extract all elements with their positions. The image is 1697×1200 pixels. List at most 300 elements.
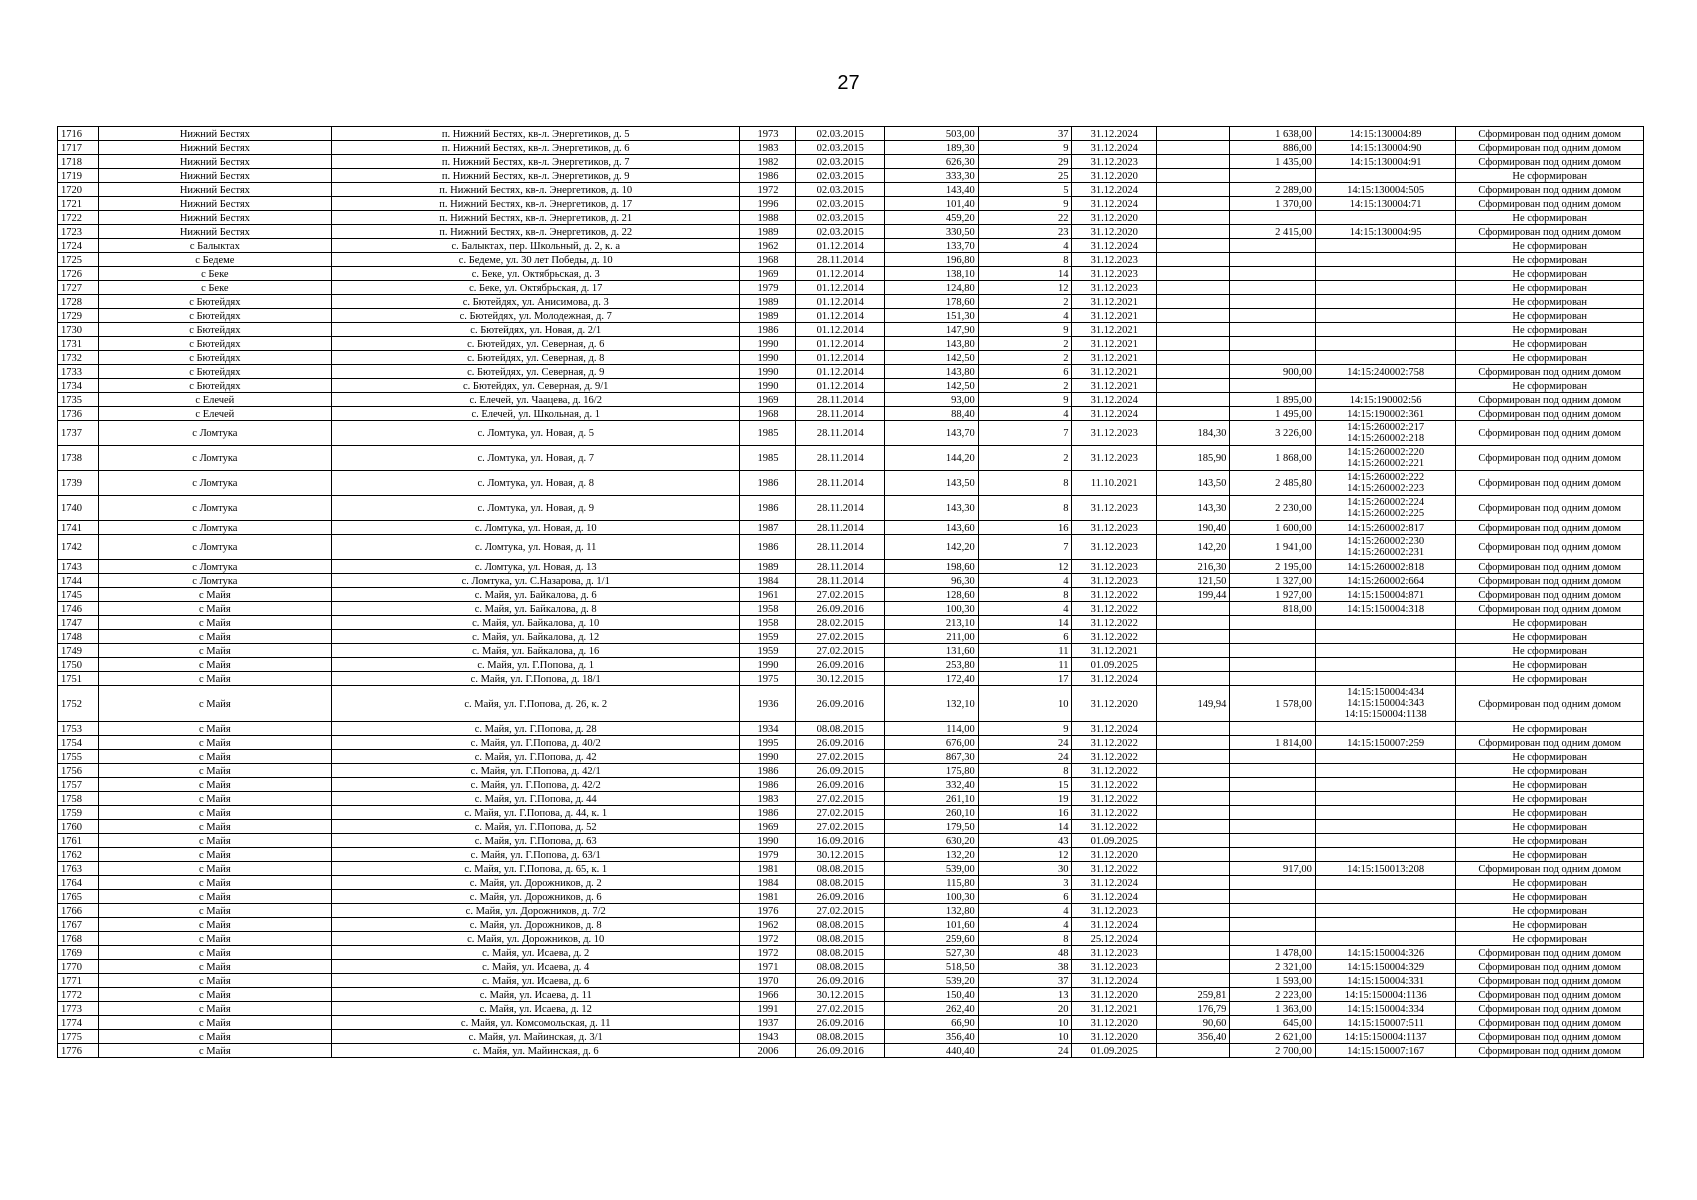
row-number-cell: 1747 <box>58 616 99 630</box>
row-number-cell: 1746 <box>58 602 99 616</box>
row-number-cell: 1750 <box>58 658 99 672</box>
deadline-date-cell: 31.12.2024 <box>1072 141 1157 155</box>
volume-value-cell <box>1157 155 1230 169</box>
inspection-date-cell: 28.11.2014 <box>796 560 885 574</box>
land-area-cell: 3 226,00 <box>1230 421 1316 446</box>
table-row <box>58 1030 1644 1044</box>
locality-cell: Нижний Бестях <box>98 197 331 211</box>
count-value-cell: 17 <box>978 672 1072 686</box>
land-status-cell: Не сформирован <box>1456 309 1644 323</box>
address-cell: с. Майя, ул. Дорожников, д. 6 <box>331 890 739 904</box>
locality-cell: с Майя <box>98 820 331 834</box>
inspection-date-cell: 27.02.2015 <box>796 588 885 602</box>
land-area-cell <box>1230 351 1316 365</box>
count-value-cell: 11 <box>978 644 1072 658</box>
inspection-date-cell: 28.11.2014 <box>796 253 885 267</box>
land-status-cell: Не сформирован <box>1456 616 1644 630</box>
volume-value-cell: 216,30 <box>1157 560 1230 574</box>
row-number-cell: 1735 <box>58 393 99 407</box>
land-area-cell: 1 814,00 <box>1230 736 1316 750</box>
row-number-cell: 1775 <box>58 1030 99 1044</box>
locality-cell: с Майя <box>98 1030 331 1044</box>
land-status-cell: Не сформирован <box>1456 792 1644 806</box>
locality-cell: с Беке <box>98 267 331 281</box>
count-value-cell: 37 <box>978 974 1072 988</box>
table-row <box>58 686 1644 722</box>
address-cell: с. Бютейдях, ул. Молодежная, д. 7 <box>331 309 739 323</box>
cadastral-numbers-cell <box>1315 602 1456 616</box>
land-status-cell: Сформирован под одним домом <box>1456 862 1644 876</box>
volume-value-cell <box>1157 127 1230 141</box>
inspection-date-cell: 08.08.2015 <box>796 960 885 974</box>
table-body <box>58 127 1644 1058</box>
address-cell: с. Майя, ул. Исаева, д. 6 <box>331 974 739 988</box>
inspection-date-cell: 02.03.2015 <box>796 183 885 197</box>
land-area-cell: 1 435,00 <box>1230 155 1316 169</box>
build-year-cell: 2006 <box>740 1044 796 1058</box>
inspection-date-cell: 26.09.2016 <box>796 1016 885 1030</box>
deadline-date-cell: 31.12.2023 <box>1072 496 1157 521</box>
count-value-cell: 11 <box>978 658 1072 672</box>
locality-cell: с Майя <box>98 1002 331 1016</box>
address-cell: п. Нижний Бестях, кв-л. Энергетиков, д. 5 <box>331 127 739 141</box>
cadastral-number: 14:15:260002:222 <box>1347 472 1425 483</box>
volume-value-cell: 143,50 <box>1157 471 1230 496</box>
inspection-date-cell: 26.09.2015 <box>796 764 885 778</box>
cadastral-numbers-cell <box>1315 309 1456 323</box>
deadline-date-cell: 25.12.2024 <box>1072 932 1157 946</box>
land-status-cell: Не сформирован <box>1456 211 1644 225</box>
build-year-cell: 1990 <box>740 365 796 379</box>
deadline-date-cell: 31.12.2023 <box>1072 904 1157 918</box>
housing-registry-table <box>57 126 1644 1058</box>
land-status-cell: Не сформирован <box>1456 644 1644 658</box>
cadastral-numbers-cell <box>1315 239 1456 253</box>
land-status-cell: Сформирован под одним домом <box>1456 421 1644 446</box>
table-row <box>58 644 1644 658</box>
land-area-cell: 1 478,00 <box>1230 946 1316 960</box>
land-area-cell: 1 895,00 <box>1230 393 1316 407</box>
locality-cell: с Бютейдях <box>98 337 331 351</box>
build-year-cell: 1986 <box>740 323 796 337</box>
land-status-cell: Не сформирован <box>1456 820 1644 834</box>
build-year-cell: 1986 <box>740 806 796 820</box>
address-cell: с. Майя, ул. Исаева, д. 11 <box>331 988 739 1002</box>
deadline-date-cell: 31.12.2021 <box>1072 379 1157 393</box>
row-number-cell: 1736 <box>58 407 99 421</box>
address-cell: с. Майя, ул. Г.Попова, д. 44, к. 1 <box>331 806 739 820</box>
land-area-cell: 1 363,00 <box>1230 1002 1316 1016</box>
cadastral-number: 14:15:130004:71 <box>1349 198 1422 210</box>
deadline-date-cell: 31.12.2021 <box>1072 365 1157 379</box>
volume-value-cell <box>1157 183 1230 197</box>
table-row <box>58 446 1644 471</box>
count-value-cell: 29 <box>978 155 1072 169</box>
cadastral-numbers-cell <box>1315 862 1456 876</box>
inspection-date-cell: 26.09.2016 <box>796 974 885 988</box>
land-area-cell <box>1230 309 1316 323</box>
inspection-date-cell: 30.12.2015 <box>796 988 885 1002</box>
count-value-cell: 8 <box>978 588 1072 602</box>
inspection-date-cell: 26.09.2016 <box>796 778 885 792</box>
inspection-date-cell: 08.08.2015 <box>796 1030 885 1044</box>
build-year-cell: 1996 <box>740 197 796 211</box>
land-area-cell <box>1230 876 1316 890</box>
land-area-cell: 1 941,00 <box>1230 535 1316 560</box>
cadastral-number: 14:15:150007:259 <box>1347 737 1425 749</box>
inspection-date-cell: 26.09.2016 <box>796 890 885 904</box>
cadastral-number: 14:15:260002:818 <box>1347 561 1425 573</box>
cadastral-numbers-cell <box>1315 407 1456 421</box>
locality-cell: с Майя <box>98 806 331 820</box>
count-value-cell: 6 <box>978 890 1072 904</box>
land-area-cell: 2 321,00 <box>1230 960 1316 974</box>
row-number-cell: 1738 <box>58 446 99 471</box>
inspection-date-cell: 26.09.2016 <box>796 1044 885 1058</box>
inspection-date-cell: 27.02.2015 <box>796 820 885 834</box>
table-row <box>58 365 1644 379</box>
table-row <box>58 946 1644 960</box>
count-value-cell: 8 <box>978 764 1072 778</box>
count-value-cell: 8 <box>978 932 1072 946</box>
cadastral-numbers-cell <box>1315 722 1456 736</box>
land-area-cell <box>1230 722 1316 736</box>
cadastral-numbers-cell <box>1315 630 1456 644</box>
volume-value-cell <box>1157 820 1230 834</box>
land-area-cell: 917,00 <box>1230 862 1316 876</box>
inspection-date-cell: 08.08.2015 <box>796 918 885 932</box>
row-number-cell: 1759 <box>58 806 99 820</box>
cadastral-numbers-cell <box>1315 574 1456 588</box>
volume-value-cell <box>1157 1044 1230 1058</box>
cadastral-number: 14:15:150007:511 <box>1347 1017 1424 1029</box>
deadline-date-cell: 31.12.2020 <box>1072 211 1157 225</box>
build-year-cell: 1972 <box>740 946 796 960</box>
volume-value-cell <box>1157 932 1230 946</box>
address-cell: с. Бютейдях, ул. Северная, д. 9 <box>331 365 739 379</box>
count-value-cell: 9 <box>978 722 1072 736</box>
inspection-date-cell: 27.02.2015 <box>796 904 885 918</box>
volume-value-cell <box>1157 323 1230 337</box>
cadastral-numbers-cell <box>1315 736 1456 750</box>
inspection-date-cell: 08.08.2015 <box>796 932 885 946</box>
area-cell: 259,60 <box>885 932 979 946</box>
area-cell: 333,30 <box>885 169 979 183</box>
area-cell: 179,50 <box>885 820 979 834</box>
cadastral-numbers-cell <box>1315 588 1456 602</box>
row-number-cell: 1726 <box>58 267 99 281</box>
inspection-date-cell: 28.11.2014 <box>796 446 885 471</box>
cadastral-number: 14:15:240002:758 <box>1347 366 1425 378</box>
cadastral-numbers-cell <box>1315 365 1456 379</box>
locality-cell: с Майя <box>98 686 331 722</box>
count-value-cell: 7 <box>978 535 1072 560</box>
deadline-date-cell: 31.12.2024 <box>1072 876 1157 890</box>
table-row <box>58 351 1644 365</box>
area-cell: 260,10 <box>885 806 979 820</box>
cadastral-number: 14:15:260002:218 <box>1347 433 1425 444</box>
table-row <box>58 295 1644 309</box>
row-number-cell: 1766 <box>58 904 99 918</box>
build-year-cell: 1968 <box>740 407 796 421</box>
row-number-cell: 1727 <box>58 281 99 295</box>
locality-cell: с Ломтука <box>98 471 331 496</box>
volume-value-cell <box>1157 253 1230 267</box>
land-status-cell: Не сформирован <box>1456 722 1644 736</box>
locality-cell: с Балыктах <box>98 239 331 253</box>
deadline-date-cell: 31.12.2022 <box>1072 820 1157 834</box>
inspection-date-cell: 28.11.2014 <box>796 471 885 496</box>
row-number-cell: 1757 <box>58 778 99 792</box>
address-cell: с. Майя, ул. Г.Попова, д. 52 <box>331 820 739 834</box>
cadastral-number: 14:15:260002:817 <box>1347 522 1425 534</box>
address-cell: с. Майя, ул. Исаева, д. 4 <box>331 960 739 974</box>
build-year-cell: 1937 <box>740 1016 796 1030</box>
locality-cell: с Майя <box>98 1044 331 1058</box>
row-number-cell: 1764 <box>58 876 99 890</box>
volume-value-cell <box>1157 281 1230 295</box>
area-cell: 518,50 <box>885 960 979 974</box>
count-value-cell: 8 <box>978 253 1072 267</box>
inspection-date-cell: 08.08.2015 <box>796 862 885 876</box>
land-status-cell: Не сформирован <box>1456 253 1644 267</box>
inspection-date-cell: 01.12.2014 <box>796 309 885 323</box>
table-row <box>58 560 1644 574</box>
address-cell: с. Бедеме, ул. 30 лет Победы, д. 10 <box>331 253 739 267</box>
land-status-cell: Не сформирован <box>1456 379 1644 393</box>
deadline-date-cell: 01.09.2025 <box>1072 658 1157 672</box>
count-value-cell: 24 <box>978 736 1072 750</box>
row-number-cell: 1729 <box>58 309 99 323</box>
inspection-date-cell: 01.12.2014 <box>796 337 885 351</box>
build-year-cell: 1979 <box>740 848 796 862</box>
land-area-cell: 2 230,00 <box>1230 496 1316 521</box>
address-cell: с. Бютейдях, ул. Новая, д. 2/1 <box>331 323 739 337</box>
build-year-cell: 1976 <box>740 904 796 918</box>
build-year-cell: 1958 <box>740 602 796 616</box>
deadline-date-cell: 31.12.2022 <box>1072 588 1157 602</box>
cadastral-numbers-cell <box>1315 155 1456 169</box>
land-status-cell: Сформирован под одним домом <box>1456 988 1644 1002</box>
cadastral-numbers-cell <box>1315 834 1456 848</box>
area-cell: 101,60 <box>885 918 979 932</box>
deadline-date-cell: 31.12.2023 <box>1072 960 1157 974</box>
cadastral-numbers-cell <box>1315 225 1456 239</box>
table-row <box>58 323 1644 337</box>
count-value-cell: 9 <box>978 393 1072 407</box>
deadline-date-cell: 31.12.2021 <box>1072 295 1157 309</box>
deadline-date-cell: 31.12.2020 <box>1072 848 1157 862</box>
land-status-cell: Не сформирован <box>1456 239 1644 253</box>
land-status-cell: Сформирован под одним домом <box>1456 560 1644 574</box>
deadline-date-cell: 31.12.2021 <box>1072 644 1157 658</box>
land-status-cell: Не сформирован <box>1456 904 1644 918</box>
area-cell: 93,00 <box>885 393 979 407</box>
row-number-cell: 1732 <box>58 351 99 365</box>
locality-cell: с Ломтука <box>98 560 331 574</box>
volume-value-cell <box>1157 239 1230 253</box>
deadline-date-cell: 01.09.2025 <box>1072 1044 1157 1058</box>
row-number-cell: 1741 <box>58 521 99 535</box>
volume-value-cell <box>1157 722 1230 736</box>
deadline-date-cell: 31.12.2020 <box>1072 225 1157 239</box>
land-area-cell <box>1230 820 1316 834</box>
cadastral-number: 14:15:130004:95 <box>1349 226 1422 238</box>
land-area-cell: 2 195,00 <box>1230 560 1316 574</box>
volume-value-cell <box>1157 295 1230 309</box>
count-value-cell: 8 <box>978 471 1072 496</box>
build-year-cell: 1966 <box>740 988 796 1002</box>
land-status-cell: Не сформирован <box>1456 932 1644 946</box>
build-year-cell: 1983 <box>740 141 796 155</box>
inspection-date-cell: 30.12.2015 <box>796 848 885 862</box>
volume-value-cell <box>1157 365 1230 379</box>
cadastral-number: 14:15:260002:225 <box>1347 508 1425 519</box>
inspection-date-cell: 01.12.2014 <box>796 365 885 379</box>
count-value-cell: 7 <box>978 421 1072 446</box>
locality-cell: с Майя <box>98 644 331 658</box>
page-number: 27 <box>837 72 860 94</box>
build-year-cell: 1989 <box>740 309 796 323</box>
table-row <box>58 225 1644 239</box>
row-number-cell: 1720 <box>58 183 99 197</box>
build-year-cell: 1969 <box>740 393 796 407</box>
locality-cell: с Майя <box>98 630 331 644</box>
count-value-cell: 19 <box>978 792 1072 806</box>
address-cell: п. Нижний Бестях, кв-л. Энергетиков, д. 10 <box>331 183 739 197</box>
land-status-cell: Сформирован под одним домом <box>1456 393 1644 407</box>
volume-value-cell <box>1157 211 1230 225</box>
volume-value-cell <box>1157 658 1230 672</box>
address-cell: с. Майя, ул. Г.Попова, д. 1 <box>331 658 739 672</box>
build-year-cell: 1971 <box>740 960 796 974</box>
row-number-cell: 1730 <box>58 323 99 337</box>
inspection-date-cell: 28.02.2015 <box>796 616 885 630</box>
deadline-date-cell: 31.12.2022 <box>1072 630 1157 644</box>
area-cell: 138,10 <box>885 267 979 281</box>
row-number-cell: 1740 <box>58 496 99 521</box>
area-cell: 124,80 <box>885 281 979 295</box>
area-cell: 128,60 <box>885 588 979 602</box>
build-year-cell: 1991 <box>740 1002 796 1016</box>
table-row <box>58 1016 1644 1030</box>
row-number-cell: 1765 <box>58 890 99 904</box>
count-value-cell: 2 <box>978 337 1072 351</box>
land-area-cell <box>1230 778 1316 792</box>
row-number-cell: 1725 <box>58 253 99 267</box>
cadastral-number: 14:15:130004:89 <box>1349 128 1422 140</box>
land-area-cell <box>1230 323 1316 337</box>
cadastral-numbers-cell <box>1315 974 1456 988</box>
land-status-cell: Не сформирован <box>1456 169 1644 183</box>
row-number-cell: 1762 <box>58 848 99 862</box>
volume-value-cell: 176,79 <box>1157 1002 1230 1016</box>
address-cell: с. Майя, ул. Г.Попова, д. 42/2 <box>331 778 739 792</box>
cadastral-numbers-cell <box>1315 337 1456 351</box>
cadastral-number: 14:15:150004:331 <box>1347 975 1425 987</box>
area-cell: 175,80 <box>885 764 979 778</box>
inspection-date-cell: 28.11.2014 <box>796 535 885 560</box>
row-number-cell: 1745 <box>58 588 99 602</box>
table-row <box>58 1044 1644 1058</box>
table-row <box>58 960 1644 974</box>
cadastral-numbers-cell <box>1315 211 1456 225</box>
build-year-cell: 1989 <box>740 225 796 239</box>
row-number-cell: 1748 <box>58 630 99 644</box>
build-year-cell: 1989 <box>740 560 796 574</box>
row-number-cell: 1761 <box>58 834 99 848</box>
volume-value-cell <box>1157 848 1230 862</box>
land-area-cell: 1 578,00 <box>1230 686 1316 722</box>
build-year-cell: 1975 <box>740 672 796 686</box>
deadline-date-cell: 31.12.2020 <box>1072 169 1157 183</box>
area-cell: 143,30 <box>885 496 979 521</box>
volume-value-cell <box>1157 736 1230 750</box>
inspection-date-cell: 27.02.2015 <box>796 630 885 644</box>
inspection-date-cell: 02.03.2015 <box>796 169 885 183</box>
area-cell: 459,20 <box>885 211 979 225</box>
address-cell: с. Ломтука, ул. Новая, д. 5 <box>331 421 739 446</box>
count-value-cell: 4 <box>978 309 1072 323</box>
land-status-cell: Сформирован под одним домом <box>1456 407 1644 421</box>
count-value-cell: 4 <box>978 239 1072 253</box>
locality-cell: с Майя <box>98 750 331 764</box>
deadline-date-cell: 31.12.2021 <box>1072 351 1157 365</box>
inspection-date-cell: 28.11.2014 <box>796 521 885 535</box>
area-cell: 332,40 <box>885 778 979 792</box>
cadastral-numbers-cell <box>1315 946 1456 960</box>
table-row <box>58 393 1644 407</box>
volume-value-cell <box>1157 602 1230 616</box>
volume-value-cell: 143,30 <box>1157 496 1230 521</box>
land-status-cell: Не сформирован <box>1456 630 1644 644</box>
land-status-cell: Не сформирован <box>1456 918 1644 932</box>
volume-value-cell <box>1157 379 1230 393</box>
cadastral-numbers-cell <box>1315 351 1456 365</box>
cadastral-number: 14:15:150004:343 <box>1347 698 1425 709</box>
locality-cell: с Майя <box>98 876 331 890</box>
build-year-cell: 1943 <box>740 1030 796 1044</box>
table-row <box>58 574 1644 588</box>
cadastral-number: 14:15:150004:1136 <box>1344 989 1427 1001</box>
volume-value-cell <box>1157 806 1230 820</box>
land-area-cell <box>1230 890 1316 904</box>
build-year-cell: 1962 <box>740 239 796 253</box>
land-area-cell <box>1230 616 1316 630</box>
land-area-cell: 1 593,00 <box>1230 974 1316 988</box>
land-status-cell: Не сформирован <box>1456 658 1644 672</box>
row-number-cell: 1737 <box>58 421 99 446</box>
deadline-date-cell: 31.12.2024 <box>1072 407 1157 421</box>
address-cell: с. Майя, ул. Байкалова, д. 8 <box>331 602 739 616</box>
volume-value-cell <box>1157 267 1230 281</box>
table-row <box>58 792 1644 806</box>
table-row <box>58 421 1644 446</box>
address-cell: с. Майя, ул. Г.Попова, д. 40/2 <box>331 736 739 750</box>
cadastral-numbers-cell <box>1315 281 1456 295</box>
address-cell: с. Ломтука, ул. Новая, д. 11 <box>331 535 739 560</box>
land-area-cell <box>1230 764 1316 778</box>
table-row <box>58 820 1644 834</box>
build-year-cell: 1990 <box>740 834 796 848</box>
locality-cell: с Бютейдях <box>98 323 331 337</box>
address-cell: с. Ломтука, ул. Новая, д. 7 <box>331 446 739 471</box>
table-row <box>58 379 1644 393</box>
count-value-cell: 2 <box>978 446 1072 471</box>
cadastral-numbers-cell <box>1315 778 1456 792</box>
volume-value-cell <box>1157 672 1230 686</box>
inspection-date-cell: 02.03.2015 <box>796 197 885 211</box>
